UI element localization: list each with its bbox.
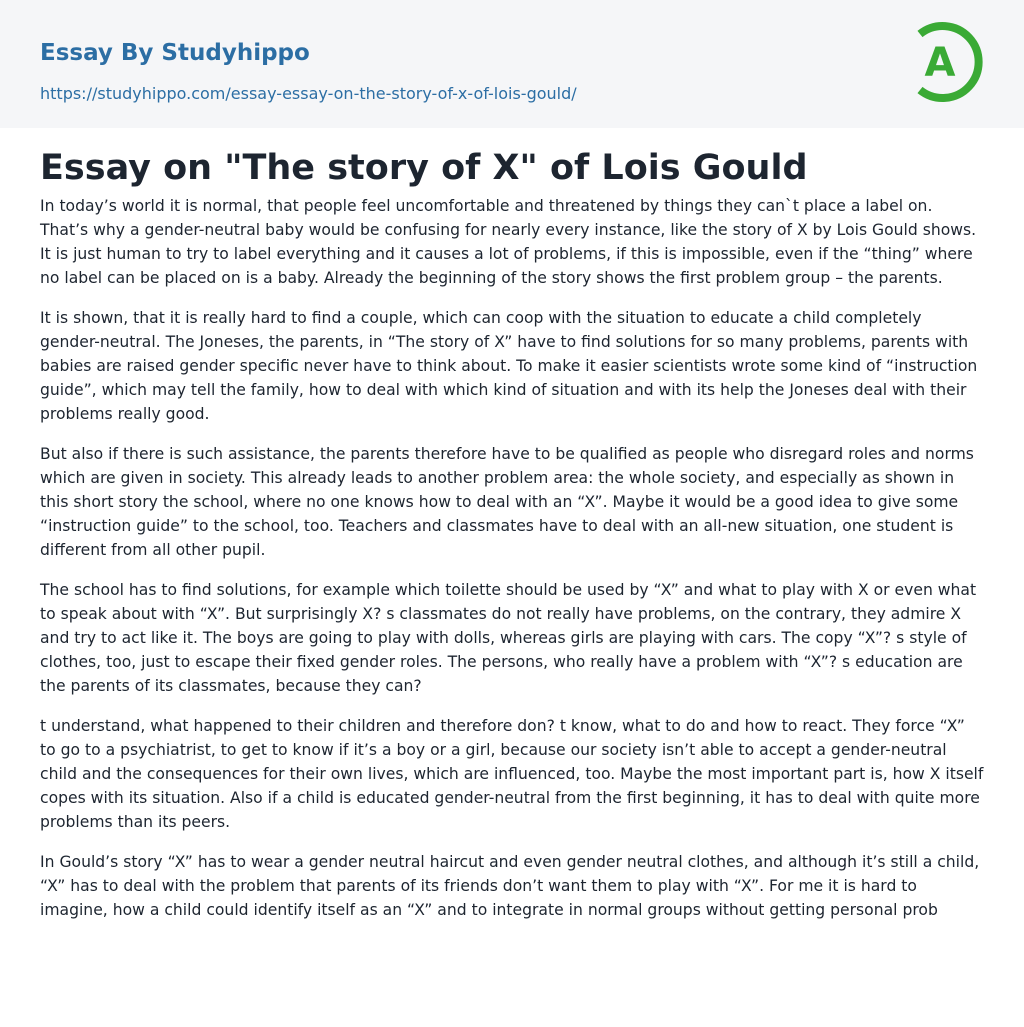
essay-paragraph: It is shown, that it is really hard to find a couple, which can coop with the situation to educate a child completely gender-neutral. The Joneses, the parents, in “The story of X” have to find solutions for so many problems, parents with babies are raised gender specific never have to think about. To make it easier scientists wrote some kind of “instruction guide”, which may tell the family, how to deal with which kind of situation and with its help the Joneses deal with their problems really good. <box>40 309 978 423</box>
site-brand[interactable]: Essay By Studyhippo <box>40 40 310 66</box>
page-title: Essay on "The story of X" of Lois Gould <box>40 148 808 188</box>
essay-paragraph: In Gould’s story “X” has to wear a gender neutral haircut and even gender neutral clothes, and although it’s still a child, “X” has to deal with the problem that parents of its friends don’t want them to play with “X”. For me it is hard to imagine, how a child could identify itself as an “X” and to integrate in normal groups without getting personal prob <box>40 853 980 919</box>
page-url-link[interactable]: https://studyhippo.com/essay-essay-on-the-story-of-x-of-lois-gould/ <box>40 84 577 103</box>
essay-paragraph: The school has to find solutions, for example which toilette should be used by “X” and what to play with X or even what to speak about with “X”. But surprisingly X? s classmates do not really have problems, on the contrary, they admire X and try to act like it. The boys are going to play with dolls, whereas girls are playing with cars. The copy “X”? s style of clothes, too, just to escape their fixed gender roles. The persons, who really have a problem with “X”? s education are the parents of its classmates, because they can? <box>40 581 977 695</box>
essay-paragraph: But also if there is such assistance, the parents therefore have to be qualified as people who disregard roles and norms which are given in society. This already leads to another problem area: the whole society, and especially as shown in this short story the school, where no one knows how to deal with an “X”. Maybe it would be a good idea to give some “instruction guide” to the school, too. Teachers and classmates have to deal with an all-new situation, one student is different from all other pupil. <box>40 445 974 559</box>
logo-letter: A <box>924 40 956 86</box>
essay-paragraph: t understand, what happened to their children and therefore don? t know, what to do and how to react. They force “X” to go to a psychiatrist, to get to know if it’s a boy or a girl, because our society isn’t able to accept a gender-neutral child and the consequences for their own lives, which are influenced, too. Maybe the most important part is, how X itself copes with its situation. Also if a child is educated gender-neutral from the first beginning, it has to deal with quite more problems than its peers. <box>40 717 984 831</box>
studyhippo-logo-icon[interactable] <box>912 18 988 106</box>
essay-body <box>40 194 984 938</box>
essay-paragraph: In today’s world it is normal, that people feel uncomfortable and threatened by things they can`t place a label on. That’s why a gender-neutral baby would be confusing for nearly every instance, like the story of X by Lois Gould shows. It is just human to try to label everything and it causes a lot of problems, if this is impossible, even if the “thing” where no label can be placed on is a baby. Already the beginning of the story shows the first problem group – the parents. <box>40 197 977 287</box>
